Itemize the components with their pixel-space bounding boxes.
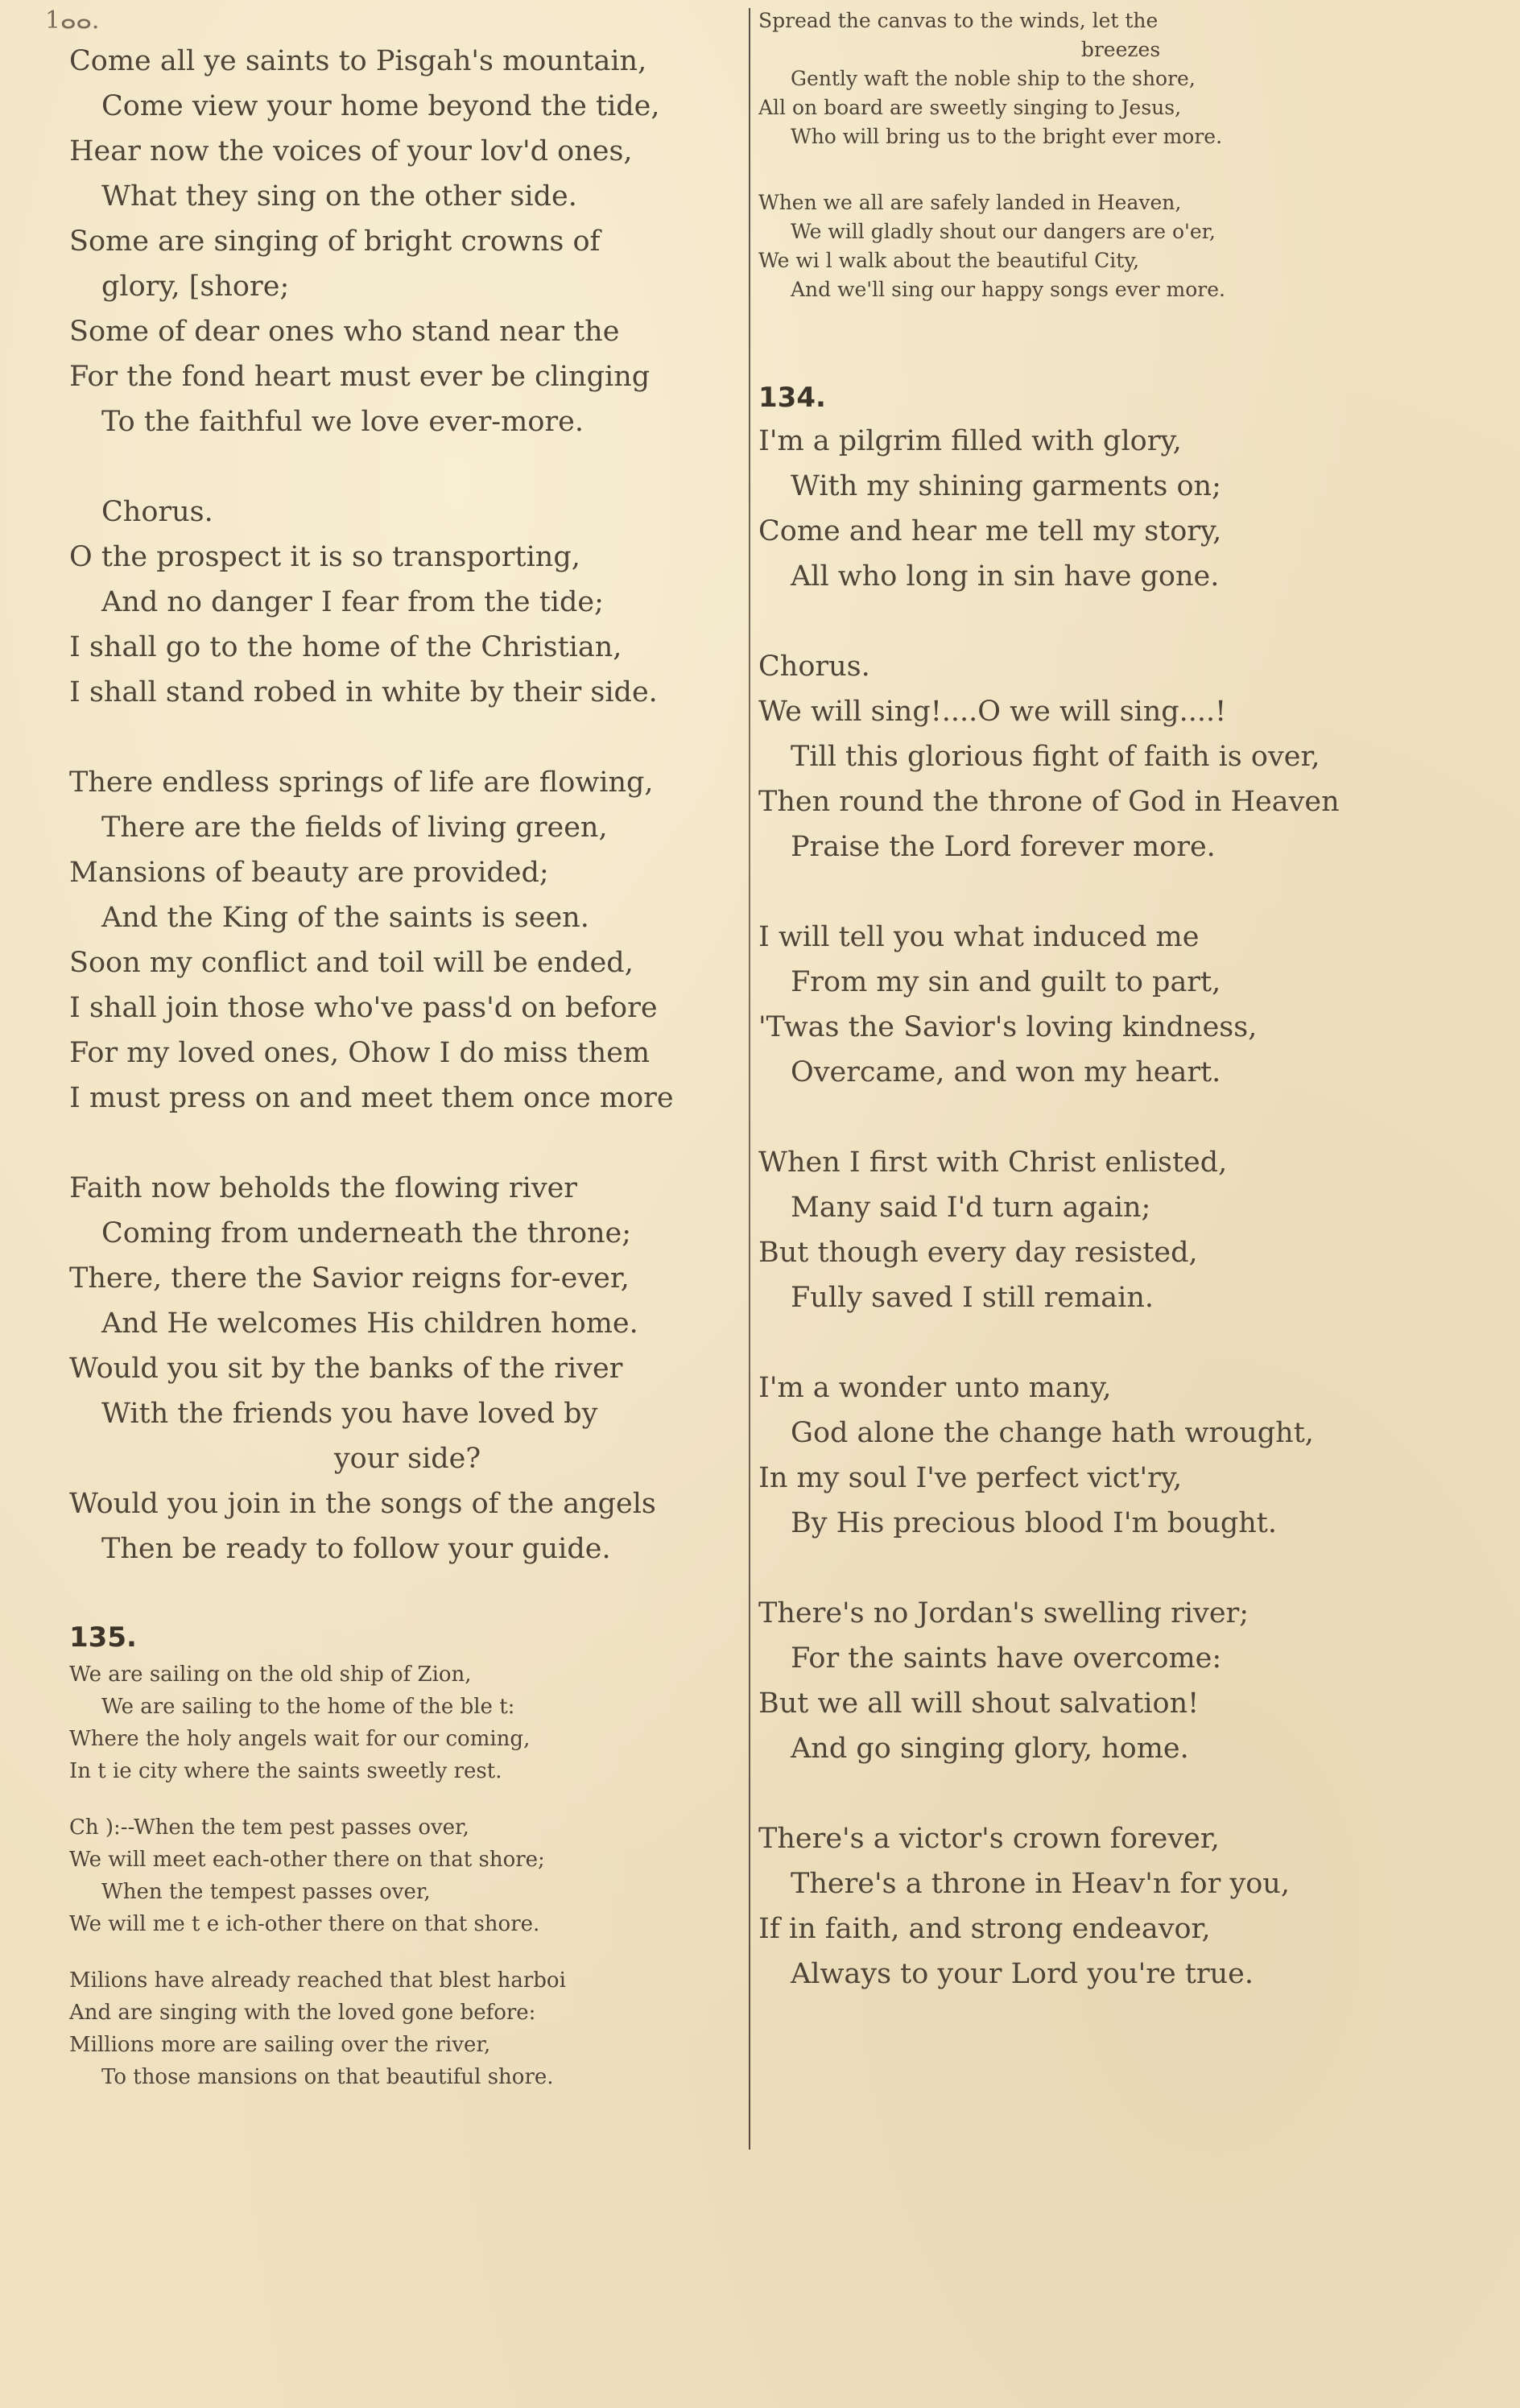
verse-line: There endless springs of life are flowing, xyxy=(69,766,654,799)
verse-line: glory, [shore; xyxy=(101,271,290,303)
verse-line: Come all ye saints to Pisgah's mountain, xyxy=(69,45,647,77)
verse-line: All on board are sweetly singing to Jesus, xyxy=(758,96,1182,119)
right-column xyxy=(758,6,1483,2042)
verse-line: Always to your Lord you're true. xyxy=(791,1958,1254,1990)
verse-line: Some are singing of bright crowns of xyxy=(69,225,601,258)
verse-line: All who long in sin have gone. xyxy=(791,560,1220,593)
verse-line: We will me t e ich-other there on that shore. xyxy=(69,1912,540,1936)
verse-line: With the friends you have loved by xyxy=(101,1398,598,1430)
verse-line: Come and hear me tell my story, xyxy=(758,515,1222,547)
verse-line: There's a victor's crown forever, xyxy=(758,1823,1220,1855)
stanza xyxy=(758,1140,1483,1320)
stanza xyxy=(758,915,1483,1095)
stanza xyxy=(758,1365,1483,1546)
verse-line: Then round the throne of God in Heaven xyxy=(758,786,1340,818)
stanza xyxy=(758,644,1483,869)
verse-line: O the prospect it is so transporting, xyxy=(69,541,580,573)
verse-line: I will tell you what induced me xyxy=(758,921,1200,953)
verse-line: Mansions of beauty are provided; xyxy=(69,857,549,889)
verse-line: I shall join those who've pass'd on before xyxy=(69,992,658,1024)
verse-line: Coming from underneath the throne; xyxy=(101,1217,632,1249)
verse-line: And the King of the saints is seen. xyxy=(101,902,589,934)
hymn-135-chorus xyxy=(69,1811,746,1940)
stanza xyxy=(69,39,746,444)
verse-line: Millions more are sailing over the river, xyxy=(69,2033,491,2057)
verse-line: Hear now the voices of your lov'd ones, xyxy=(69,135,633,167)
verse-line: Faith now beholds the flowing river xyxy=(69,1172,578,1204)
verse-line: We will sing!....O we will sing....! xyxy=(758,696,1227,728)
verse-line: Many said I'd turn again; xyxy=(791,1192,1151,1224)
verse-line: Would you join in the songs of the angels xyxy=(69,1488,656,1520)
verse-line: For the fond heart must ever be clinging xyxy=(69,361,651,393)
verse-line: Who will bring us to the bright ever more. xyxy=(791,125,1223,148)
verse-line: Spread the canvas to the winds, let the xyxy=(758,9,1159,32)
verse-line: I shall stand robed in white by their side. xyxy=(69,676,658,708)
verse-line: When the tempest passes over, xyxy=(101,1880,431,1904)
hymn-135-verse-1 xyxy=(69,1658,746,1787)
verse-line: There are the fields of living green, xyxy=(101,812,608,844)
verse-line: If in faith, and strong endeavor, xyxy=(758,1913,1211,1945)
verse-line: God alone the change hath wrought, xyxy=(791,1417,1314,1449)
verse-line: your side? xyxy=(333,1443,481,1475)
verse-line: But we all will shout salvation! xyxy=(758,1687,1200,1720)
verse-line: To the faithful we love ever-more. xyxy=(101,406,584,438)
verse-line: Milions have already reached that blest harboi xyxy=(69,1968,566,1993)
hymn-135-verse-4 xyxy=(758,188,1483,304)
verse-line: When we all are safely landed in Heaven, xyxy=(758,191,1182,214)
verse-line: And go singing glory, home. xyxy=(791,1733,1189,1765)
verse-line: From my sin and guilt to part, xyxy=(791,966,1221,998)
verse-line: I'm a wonder unto many, xyxy=(758,1372,1112,1404)
verse-line: Till this glorious fight of faith is over, xyxy=(791,741,1320,773)
hymn-134 xyxy=(758,419,1483,1997)
verse-line: We will meet each-other there on that shore; xyxy=(69,1848,545,1872)
verse-line: By His precious blood I'm bought. xyxy=(791,1507,1277,1539)
verse-line: There's no Jordan's swelling river; xyxy=(758,1597,1249,1629)
stanza xyxy=(758,1591,1483,1771)
verse-line: We will gladly shout our dangers are o'er, xyxy=(791,220,1216,243)
stanza xyxy=(69,489,746,715)
verse-line: And no danger I fear from the tide; xyxy=(101,586,604,618)
verse-line: I'm a pilgrim filled with glory, xyxy=(758,425,1182,457)
verse-line: Overcame, and won my heart. xyxy=(791,1056,1221,1088)
verse-line: Chorus. xyxy=(101,496,213,528)
page-header: 1ⴰⴰ. xyxy=(45,6,100,35)
verse-line: To those mansions on that beautiful shore. xyxy=(101,2065,554,2089)
left-stanzas xyxy=(69,39,746,1572)
verse-line: Some of dear ones who stand near the xyxy=(69,316,620,348)
verse-line: Where the holy angels wait for our coming, xyxy=(69,1727,531,1751)
stanza xyxy=(758,419,1483,599)
verse-line: Would you sit by the banks of the river xyxy=(69,1353,623,1385)
verse-line: For the saints have overcome: xyxy=(791,1642,1222,1675)
verse-line: Soon my conflict and toil will be ended, xyxy=(69,947,634,979)
verse-line: But though every day resisted, xyxy=(758,1237,1198,1269)
verse-line: Chorus. xyxy=(758,651,870,683)
verse-line: There, there the Savior reigns for-ever, xyxy=(69,1262,630,1295)
verse-line: In t ie city where the saints sweetly rest. xyxy=(69,1759,502,1783)
stanza xyxy=(69,1166,746,1572)
hymn-number: 135. xyxy=(69,1621,137,1654)
hymn-number: 134. xyxy=(758,382,826,414)
verse-line: breezes xyxy=(1080,38,1161,61)
stanza xyxy=(758,1816,1483,1997)
verse-line: Ch ):--When the tem pest passes over, xyxy=(69,1815,469,1840)
verse-line: Fully saved I still remain. xyxy=(791,1282,1154,1314)
verse-line: There's a throne in Heav'n for you, xyxy=(791,1868,1290,1900)
stanza xyxy=(69,760,746,1121)
verse-line: I must press on and meet them once more xyxy=(69,1082,674,1114)
verse-line: And He welcomes His children home. xyxy=(101,1307,638,1340)
verse-line: 'Twas the Savior's loving kindness, xyxy=(758,1011,1258,1043)
verse-line: In my soul I've perfect vict'ry, xyxy=(758,1462,1183,1494)
column-divider xyxy=(749,8,750,2150)
verse-line: We are sailing to the home of the ble t: xyxy=(101,1695,515,1719)
hymn-135-verse-3 xyxy=(758,6,1483,151)
verse-line: Come view your home beyond the tide, xyxy=(101,90,660,122)
left-column xyxy=(45,6,746,2093)
verse-line: Praise the Lord forever more. xyxy=(791,831,1216,863)
verse-line: I shall go to the home of the Christian, xyxy=(69,631,622,663)
verse-line: What they sing on the other side. xyxy=(101,180,577,213)
verse-line: And we'll sing our happy songs ever more. xyxy=(791,278,1225,301)
verse-line: For my loved ones, Ohow I do miss them xyxy=(69,1037,651,1069)
verse-line: And are singing with the loved gone before: xyxy=(69,2001,536,2025)
hymn-135-verse-2 xyxy=(69,1964,746,2093)
verse-line: With my shining garments on; xyxy=(791,470,1221,502)
verse-line: We are sailing on the old ship of Zion, xyxy=(69,1662,472,1687)
verse-line: When I first with Christ enlisted, xyxy=(758,1146,1228,1179)
verse-line: We wi l walk about the beautiful City, xyxy=(758,249,1140,272)
verse-line: Then be ready to follow your guide. xyxy=(101,1533,611,1565)
verse-line: Gently waft the noble ship to the shore, xyxy=(791,67,1196,90)
